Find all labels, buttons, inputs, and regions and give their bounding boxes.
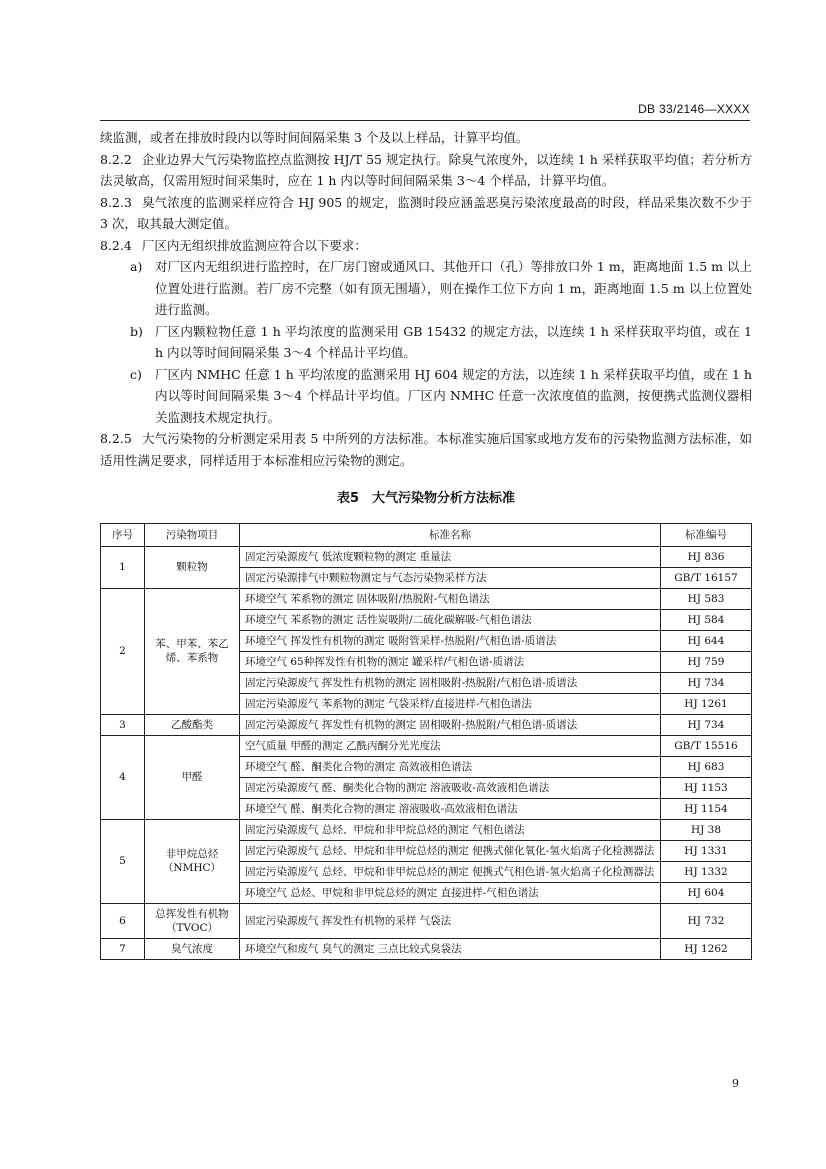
- cell-pollutant: 甲醛: [145, 735, 240, 819]
- cell-seq: 7: [101, 938, 145, 959]
- cell-method: 环境空气 苯系物的测定 活性炭吸附/二硫化碳解吸-气相色谱法: [240, 609, 661, 630]
- cell-code: HJ 683: [661, 756, 752, 777]
- cell-code: HJ 644: [661, 630, 752, 651]
- clause-number: 8.2.3: [100, 194, 132, 210]
- cell-seq: 5: [101, 819, 145, 903]
- cell-method: 固定污染源废气 低浓度颗粒物的测定 重量法: [240, 546, 661, 567]
- table-row: [101, 819, 752, 840]
- cell-code: GB/T 16157: [661, 567, 752, 588]
- cell-seq: 4: [101, 735, 145, 819]
- header-method: 标准名称: [240, 523, 661, 546]
- cell-method: 固定污染源排气中颗粒物测定与气态污染物采样方法: [240, 567, 661, 588]
- cell-pollutant: 总挥发性有机物（TVOC）: [145, 903, 240, 938]
- cell-method: 固定污染源废气 总烃、甲烷和非甲烷总烃的测定 便携式气相色谱-氢火焰离子化检测器法: [240, 861, 661, 882]
- clause-text: 企业边界大气污染物监控点监测按 HJ/T 55 规定执行。除臭气浓度外，以连续 1 h 采样获取平均值；若分析方法灵敏高，仅需用短时间采集时，应在 1 h 内以等时间间隔采集 3～4 个样品，计算平均值。: [100, 151, 752, 188]
- list-item-c: [100, 364, 752, 429]
- cell-method: 环境空气 醛、酮类化合物的测定 溶液吸收-高效液相色谱法: [240, 798, 661, 819]
- cell-method: 环境空气和废气 臭气的测定 三点比较式臭袋法: [240, 938, 661, 959]
- cell-code: HJ 1331: [661, 840, 752, 861]
- list-item-label: b): [130, 323, 143, 339]
- cell-pollutant: 苯、甲苯、苯乙烯、苯系物: [145, 588, 240, 714]
- list-item-b: [100, 321, 752, 364]
- header-seq: 序号: [101, 523, 145, 546]
- list-item-label: c): [130, 366, 142, 382]
- cell-method: 空气质量 甲醛的测定 乙酰丙酮分光光度法: [240, 735, 661, 756]
- table-row: [101, 938, 752, 959]
- list-item-text: 厂区内 NMHC 任意 1 h 平均浓度的监测采用 HJ 604 规定的方法，以连续 1 h 采样获取平均值，或在 1 h 内以等时间间隔采集 3～4 个样品计平均值。厂区内 NMHC 任意一次浓度值的监测，按便携式监测仪器相关监测技术规定执行。: [155, 366, 752, 425]
- paragraph-continuation: 续监测，或者在排放时段内以等时间间隔采集 3 个及以上样品，计算平均值。: [100, 130, 529, 145]
- document-code: DB 33/2146—XXXX: [638, 102, 750, 116]
- cell-method: 固定污染源废气 总烃、甲烷和非甲烷总烃的测定 便携式催化氧化-氢火焰离子化检测器法: [240, 840, 661, 861]
- cell-pollutant: 臭气浓度: [145, 938, 240, 959]
- cell-method: 环境空气 总烃、甲烷和非甲烷总烃的测定 直接进样-气相色谱法: [240, 882, 661, 903]
- analysis-methods-table: [100, 523, 752, 960]
- clause-text: 臭气浓度的监测采样应符合 HJ 905 的规定，监测时段应涵盖恶臭污染浓度最高的时段，样品采集次数不少于 3 次，取其最大测定值。: [100, 194, 752, 231]
- header-code: 标准编号: [661, 523, 752, 546]
- clause-8-2-4: [100, 235, 752, 257]
- cell-code: HJ 1154: [661, 798, 752, 819]
- header-pollutant: 污染物项目: [145, 523, 240, 546]
- table-body: [101, 546, 752, 959]
- cell-seq: 2: [101, 588, 145, 714]
- cell-method: 固定污染源废气 苯系物的测定 气袋采样/直接进样-气相色谱法: [240, 693, 661, 714]
- list-item-text: 对厂区内无组织进行监控时，在厂房门窗或通风口、其他开口（孔）等排放口外 1 m，距离地面 1.5 m 以上位置处进行监测。若厂房不完整（如有顶无围墙），则在操作工位下方向 1 m，距离地面 1.5 m 以上位置处进行监测。: [155, 259, 752, 317]
- clause-8-2-5: [100, 428, 752, 471]
- cell-seq: 6: [101, 903, 145, 938]
- cell-code: HJ 1262: [661, 938, 752, 959]
- cell-pollutant: 颗粒物: [145, 546, 240, 588]
- cell-code: HJ 732: [661, 903, 752, 938]
- list-item-a: [100, 256, 752, 321]
- document-body: [100, 127, 752, 960]
- table-header-row: [101, 523, 752, 546]
- cell-code: GB/T 15516: [661, 735, 752, 756]
- table-row: [101, 546, 752, 567]
- list-item-label: a): [130, 259, 143, 274]
- header-divider: [100, 120, 750, 121]
- clause-number: 8.2.4: [100, 237, 132, 253]
- clause-8-2-2: [100, 149, 752, 192]
- cell-code: HJ 836: [661, 546, 752, 567]
- table-row: [101, 735, 752, 756]
- table-row: [101, 903, 752, 938]
- cell-code: HJ 38: [661, 819, 752, 840]
- cell-code: HJ 604: [661, 882, 752, 903]
- clause-text: 大气污染物的分析测定采用表 5 中所列的方法标准。本标准实施后国家或地方发布的污染物监测方法标准，如适用性满足要求，同样适用于本标准相应污染物的测定。: [100, 431, 752, 468]
- cell-method: 环境空气 醛、酮类化合物的测定 高效液相色谱法: [240, 756, 661, 777]
- cell-method: 环境空气 挥发性有机物的测定 吸附管采样-热脱附/气相色谱-质谱法: [240, 630, 661, 651]
- table-title: 表5 大气污染物分析方法标准: [336, 491, 516, 506]
- clause-8-2-3: [100, 192, 752, 235]
- clause-number: 8.2.5: [100, 431, 132, 446]
- cell-method: 环境空气 苯系物的测定 固体吸附/热脱附-气相色谱法: [240, 588, 661, 609]
- cell-code: HJ 1332: [661, 861, 752, 882]
- cell-pollutant: 乙酸酯类: [145, 714, 240, 735]
- cell-code: HJ 583: [661, 588, 752, 609]
- clause-text: 厂区内无组织排放监测应符合以下要求：: [141, 237, 367, 253]
- cell-method: 环境空气 65种挥发性有机物的测定 罐采样/气相色谱-质谱法: [240, 651, 661, 672]
- clause-number: 8.2.2: [100, 151, 132, 167]
- cell-code: HJ 1261: [661, 693, 752, 714]
- cell-method: 固定污染源废气 挥发性有机物的测定 固相吸附-热脱附/气相色谱-质谱法: [240, 714, 661, 735]
- cell-code: HJ 734: [661, 672, 752, 693]
- cell-method: 固定污染源废气 挥发性有机物的测定 固相吸附-热脱附/气相色谱-质谱法: [240, 672, 661, 693]
- cell-code: HJ 584: [661, 609, 752, 630]
- cell-seq: 3: [101, 714, 145, 735]
- cell-method: 固定污染源废气 醛、酮类化合物的测定 溶液吸收-高效液相色谱法: [240, 777, 661, 798]
- list-item-text: 厂区内颗粒物任意 1 h 平均浓度的监测采用 GB 15432 的规定方法，以连续 1 h 采样获取平均值，或在 1 h 内以等时间间隔采集 3～4 个样品计平均值。: [155, 323, 752, 360]
- cell-method: 固定污染源废气 总烃、甲烷和非甲烷总烃的测定 气相色谱法: [240, 819, 661, 840]
- page-number: 9: [732, 1077, 739, 1090]
- cell-seq: 1: [101, 546, 145, 588]
- cell-pollutant: 非甲烷总烃（NMHC）: [145, 819, 240, 903]
- cell-code: HJ 1153: [661, 777, 752, 798]
- cell-code: HJ 734: [661, 714, 752, 735]
- table-row: [101, 714, 752, 735]
- cell-method: 固定污染源废气 挥发性有机物的采样 气袋法: [240, 903, 661, 938]
- cell-code: HJ 759: [661, 651, 752, 672]
- table-row: [101, 588, 752, 609]
